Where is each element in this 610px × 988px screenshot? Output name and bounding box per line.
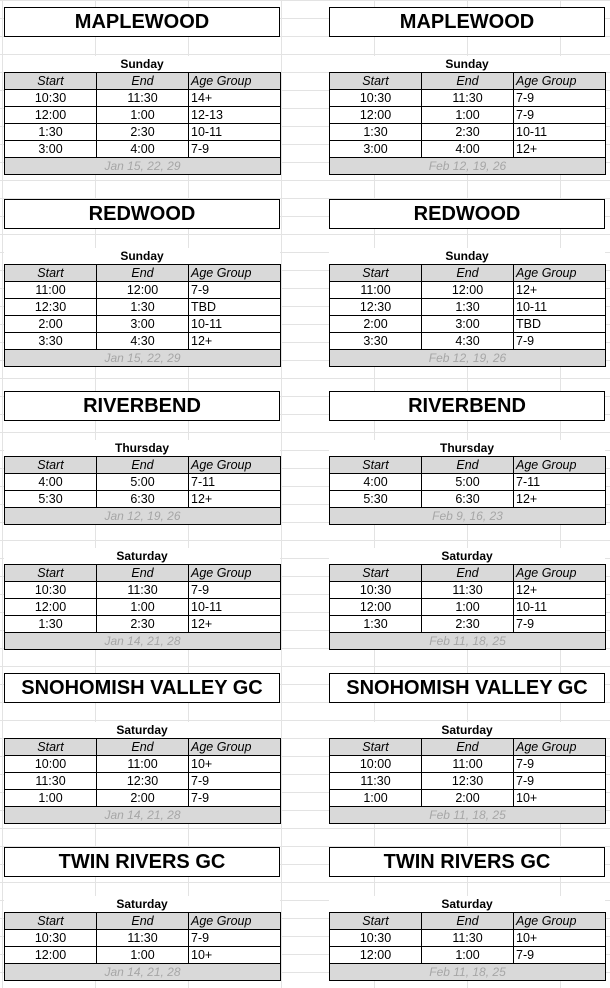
dates-row	[5, 633, 281, 650]
schedule-table	[329, 264, 606, 367]
schedule-table	[4, 738, 281, 824]
start-time: 1:00	[5, 790, 97, 807]
table-row	[5, 491, 281, 508]
header-end: End	[97, 457, 189, 474]
age-group: 10-11	[514, 299, 606, 316]
session-dates: Jan 12, 19, 26	[5, 508, 281, 525]
end-time: 1:00	[97, 107, 189, 124]
age-group: 10-11	[189, 316, 281, 333]
age-group: 10-11	[514, 124, 606, 141]
age-group: 7-9	[514, 773, 606, 790]
age-group: 14+	[189, 90, 281, 107]
table-row	[330, 282, 606, 299]
table-row	[5, 107, 281, 124]
end-time: 6:30	[97, 491, 189, 508]
table-row	[5, 316, 281, 333]
table-row	[330, 947, 606, 964]
start-time: 11:30	[330, 773, 422, 790]
end-time: 11:30	[97, 90, 189, 107]
dates-row	[5, 807, 281, 824]
age-group: 10+	[514, 930, 606, 947]
header-row	[5, 73, 281, 90]
day-label: Thursday	[329, 440, 605, 456]
start-time: 10:30	[330, 90, 422, 107]
table-row	[5, 756, 281, 773]
end-time: 1:00	[97, 599, 189, 616]
header-row	[5, 739, 281, 756]
header-end: End	[97, 265, 189, 282]
start-time: 12:00	[5, 599, 97, 616]
header-age-group: Age Group	[514, 265, 606, 282]
header-row	[330, 565, 606, 582]
age-group: 12+	[514, 491, 606, 508]
table-row	[5, 282, 281, 299]
header-start: Start	[5, 739, 97, 756]
header-age-group: Age Group	[189, 565, 281, 582]
header-age-group: Age Group	[514, 913, 606, 930]
start-time: 10:30	[5, 582, 97, 599]
age-group: 7-9	[189, 282, 281, 299]
header-row	[330, 739, 606, 756]
table-row	[5, 790, 281, 807]
end-time: 11:30	[97, 930, 189, 947]
header-end: End	[422, 73, 514, 90]
start-time: 1:30	[5, 124, 97, 141]
header-end: End	[97, 73, 189, 90]
end-time: 6:30	[422, 491, 514, 508]
schedule-table	[4, 456, 281, 525]
dates-row	[5, 964, 281, 981]
venue-title: SNOHOMISH VALLEY GC	[329, 673, 605, 703]
table-row	[330, 790, 606, 807]
dates-row	[5, 508, 281, 525]
table-row	[330, 930, 606, 947]
venue-title: TWIN RIVERS GC	[4, 847, 280, 877]
end-time: 12:30	[422, 773, 514, 790]
start-time: 11:00	[5, 282, 97, 299]
table-row	[330, 491, 606, 508]
day-label: Sunday	[329, 56, 605, 72]
start-time: 1:30	[330, 124, 422, 141]
table-row	[5, 474, 281, 491]
table-row	[330, 599, 606, 616]
table-row	[330, 299, 606, 316]
start-time: 12:00	[5, 947, 97, 964]
header-end: End	[422, 457, 514, 474]
start-time: 4:00	[5, 474, 97, 491]
age-group: 7-9	[514, 107, 606, 124]
header-start: Start	[5, 73, 97, 90]
age-group: 12+	[514, 582, 606, 599]
venue-title: MAPLEWOOD	[329, 7, 605, 37]
end-time: 1:00	[422, 107, 514, 124]
start-time: 12:00	[330, 947, 422, 964]
table-row	[5, 930, 281, 947]
end-time: 3:00	[422, 316, 514, 333]
age-group: 12+	[514, 141, 606, 158]
start-time: 12:00	[330, 599, 422, 616]
end-time: 2:30	[422, 124, 514, 141]
age-group: 10+	[189, 947, 281, 964]
dates-row	[330, 807, 606, 824]
end-time: 12:00	[97, 282, 189, 299]
table-row	[5, 582, 281, 599]
end-time: 1:00	[422, 599, 514, 616]
age-group: 7-9	[189, 141, 281, 158]
day-label: Saturday	[4, 896, 280, 912]
header-start: Start	[5, 913, 97, 930]
day-label: Thursday	[4, 440, 280, 456]
table-row	[330, 474, 606, 491]
table-row	[330, 124, 606, 141]
header-row	[330, 457, 606, 474]
table-row	[5, 616, 281, 633]
table-row	[330, 773, 606, 790]
start-time: 2:00	[5, 316, 97, 333]
header-start: Start	[330, 739, 422, 756]
schedule-table	[329, 72, 606, 175]
day-label: Sunday	[4, 248, 280, 264]
header-end: End	[97, 739, 189, 756]
start-time: 11:30	[5, 773, 97, 790]
end-time: 2:30	[422, 616, 514, 633]
schedule-table	[4, 912, 281, 981]
start-time: 2:00	[330, 316, 422, 333]
header-row	[5, 457, 281, 474]
schedule-table	[329, 564, 606, 650]
end-time: 1:30	[97, 299, 189, 316]
day-label: Saturday	[4, 722, 280, 738]
age-group: 10+	[514, 790, 606, 807]
header-end: End	[422, 739, 514, 756]
header-age-group: Age Group	[514, 739, 606, 756]
table-row	[330, 90, 606, 107]
age-group: 7-9	[189, 790, 281, 807]
age-group: 12+	[514, 282, 606, 299]
age-group: 7-9	[514, 947, 606, 964]
end-time: 11:30	[422, 90, 514, 107]
end-time: 3:00	[97, 316, 189, 333]
age-group: TBD	[189, 299, 281, 316]
end-time: 2:30	[97, 124, 189, 141]
age-group: 7-11	[189, 474, 281, 491]
start-time: 12:30	[330, 299, 422, 316]
start-time: 10:00	[5, 756, 97, 773]
table-row	[5, 947, 281, 964]
venue-title: REDWOOD	[329, 199, 605, 229]
start-time: 1:30	[330, 616, 422, 633]
age-group: 10-11	[189, 124, 281, 141]
end-time: 11:30	[422, 930, 514, 947]
session-dates: Jan 14, 21, 28	[5, 633, 281, 650]
header-age-group: Age Group	[514, 73, 606, 90]
session-dates: Feb 12, 19, 26	[330, 350, 606, 367]
start-time: 10:30	[5, 930, 97, 947]
venue-title: SNOHOMISH VALLEY GC	[4, 673, 280, 703]
end-time: 2:00	[97, 790, 189, 807]
end-time: 11:30	[97, 582, 189, 599]
day-label: Saturday	[4, 548, 280, 564]
schedule-table	[329, 738, 606, 824]
start-time: 11:00	[330, 282, 422, 299]
header-start: Start	[5, 457, 97, 474]
header-row	[5, 565, 281, 582]
day-label: Sunday	[329, 248, 605, 264]
session-dates: Feb 9, 16, 23	[330, 508, 606, 525]
age-group: 7-9	[514, 616, 606, 633]
dates-row	[330, 964, 606, 981]
start-time: 3:00	[5, 141, 97, 158]
header-end: End	[97, 565, 189, 582]
start-time: 1:00	[330, 790, 422, 807]
venue-title: REDWOOD	[4, 199, 280, 229]
age-group: 7-9	[189, 582, 281, 599]
start-time: 5:30	[330, 491, 422, 508]
session-dates: Jan 14, 21, 28	[5, 807, 281, 824]
end-time: 2:30	[97, 616, 189, 633]
end-time: 12:00	[422, 282, 514, 299]
end-time: 11:00	[422, 756, 514, 773]
session-dates: Jan 14, 21, 28	[5, 964, 281, 981]
header-start: Start	[330, 565, 422, 582]
header-row	[330, 73, 606, 90]
age-group: 12-13	[189, 107, 281, 124]
schedule-table	[4, 72, 281, 175]
age-group: 10-11	[514, 599, 606, 616]
dates-row	[330, 158, 606, 175]
header-end: End	[97, 913, 189, 930]
venue-title: RIVERBEND	[4, 391, 280, 421]
table-row	[330, 616, 606, 633]
end-time: 1:00	[97, 947, 189, 964]
session-dates: Jan 15, 22, 29	[5, 158, 281, 175]
end-time: 12:30	[97, 773, 189, 790]
end-time: 4:00	[97, 141, 189, 158]
table-row	[5, 124, 281, 141]
end-time: 4:00	[422, 141, 514, 158]
header-start: Start	[5, 265, 97, 282]
table-row	[330, 756, 606, 773]
start-time: 12:00	[330, 107, 422, 124]
table-row	[5, 90, 281, 107]
header-age-group: Age Group	[514, 457, 606, 474]
end-time: 2:00	[422, 790, 514, 807]
end-time: 4:30	[97, 333, 189, 350]
header-age-group: Age Group	[189, 457, 281, 474]
start-time: 12:00	[5, 107, 97, 124]
age-group: 12+	[189, 616, 281, 633]
header-age-group: Age Group	[189, 913, 281, 930]
age-group: 7-9	[189, 773, 281, 790]
header-age-group: Age Group	[189, 739, 281, 756]
schedule-table	[4, 564, 281, 650]
day-label: Sunday	[4, 56, 280, 72]
dates-row	[330, 350, 606, 367]
header-end: End	[422, 565, 514, 582]
venue-title: TWIN RIVERS GC	[329, 847, 605, 877]
start-time: 3:30	[330, 333, 422, 350]
start-time: 4:00	[330, 474, 422, 491]
header-age-group: Age Group	[514, 565, 606, 582]
header-age-group: Age Group	[189, 265, 281, 282]
table-row	[5, 333, 281, 350]
table-row	[330, 141, 606, 158]
header-row	[330, 913, 606, 930]
header-row	[330, 265, 606, 282]
start-time: 10:30	[330, 582, 422, 599]
schedule-table	[329, 912, 606, 981]
venue-title: RIVERBEND	[329, 391, 605, 421]
age-group: TBD	[514, 316, 606, 333]
header-start: Start	[330, 73, 422, 90]
header-age-group: Age Group	[189, 73, 281, 90]
table-row	[5, 141, 281, 158]
header-start: Start	[5, 565, 97, 582]
session-dates: Feb 12, 19, 26	[330, 158, 606, 175]
session-dates: Jan 15, 22, 29	[5, 350, 281, 367]
start-time: 12:30	[5, 299, 97, 316]
day-label: Saturday	[329, 548, 605, 564]
header-start: Start	[330, 913, 422, 930]
table-row	[5, 599, 281, 616]
dates-row	[330, 508, 606, 525]
start-time: 1:30	[5, 616, 97, 633]
age-group: 7-9	[514, 90, 606, 107]
age-group: 7-9	[189, 930, 281, 947]
end-time: 1:30	[422, 299, 514, 316]
age-group: 7-9	[514, 333, 606, 350]
session-dates: Feb 11, 18, 25	[330, 807, 606, 824]
age-group: 10-11	[189, 599, 281, 616]
start-time: 10:00	[330, 756, 422, 773]
start-time: 10:30	[5, 90, 97, 107]
end-time: 11:00	[97, 756, 189, 773]
venue-title: MAPLEWOOD	[4, 7, 280, 37]
start-time: 10:30	[330, 930, 422, 947]
end-time: 5:00	[97, 474, 189, 491]
age-group: 10+	[189, 756, 281, 773]
dates-row	[5, 350, 281, 367]
day-label: Saturday	[329, 896, 605, 912]
age-group: 12+	[189, 333, 281, 350]
start-time: 3:00	[330, 141, 422, 158]
header-row	[5, 913, 281, 930]
age-group: 7-9	[514, 756, 606, 773]
header-start: Start	[330, 457, 422, 474]
day-label: Saturday	[329, 722, 605, 738]
table-row	[330, 107, 606, 124]
schedule-table	[329, 456, 606, 525]
table-row	[330, 582, 606, 599]
table-row	[5, 299, 281, 316]
header-row	[5, 265, 281, 282]
header-end: End	[422, 913, 514, 930]
end-time: 11:30	[422, 582, 514, 599]
table-row	[5, 773, 281, 790]
dates-row	[330, 633, 606, 650]
session-dates: Feb 11, 18, 25	[330, 964, 606, 981]
header-end: End	[422, 265, 514, 282]
age-group: 12+	[189, 491, 281, 508]
table-row	[330, 316, 606, 333]
end-time: 1:00	[422, 947, 514, 964]
start-time: 3:30	[5, 333, 97, 350]
session-dates: Feb 11, 18, 25	[330, 633, 606, 650]
start-time: 5:30	[5, 491, 97, 508]
end-time: 5:00	[422, 474, 514, 491]
dates-row	[5, 158, 281, 175]
end-time: 4:30	[422, 333, 514, 350]
table-row	[330, 333, 606, 350]
schedule-table	[4, 264, 281, 367]
header-start: Start	[330, 265, 422, 282]
age-group: 7-11	[514, 474, 606, 491]
